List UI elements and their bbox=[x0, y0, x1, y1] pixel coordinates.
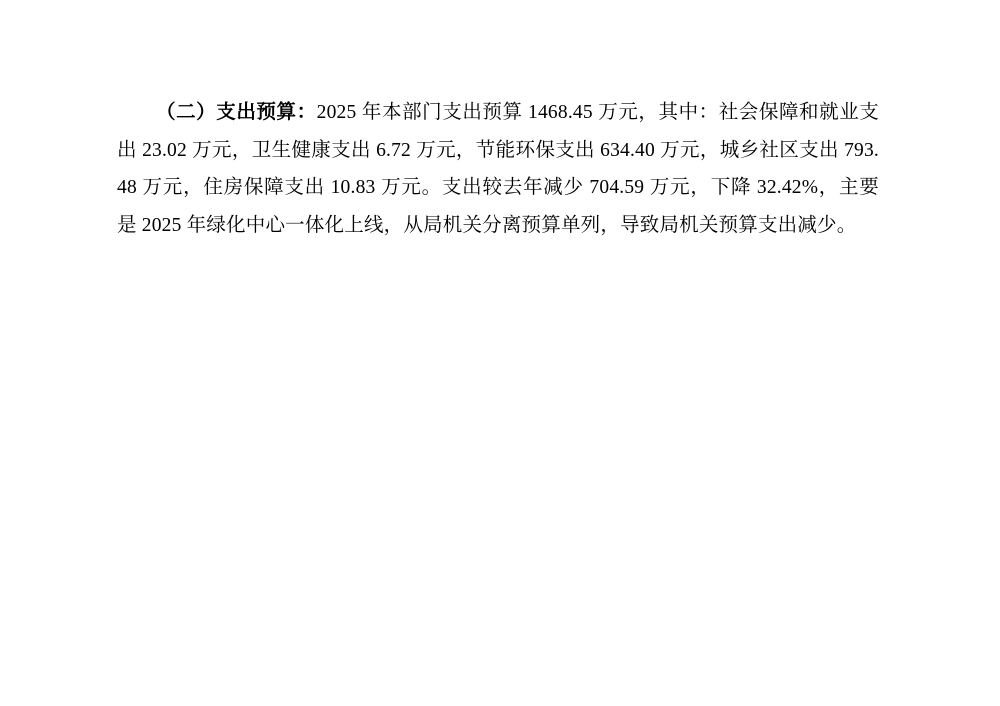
paragraph-body: 2025 年本部门支出预算 1468.45 万元，其中：社会保障和就业支出 23.02 万元，卫生健康支出 6.72 万元，节能环保支出 634.40 万元，城乡社区支出 793.48 万元，住房保障支出 10.83 万元。支出较去年减少 704.59 万元，下降 32.42%，主要是 2025 年绿化中心一体化上线，从局机关分离预算单列，导致局机关预算支出减少。 bbox=[117, 102, 879, 236]
expenditure-budget-paragraph bbox=[117, 94, 879, 244]
paragraph-heading: （二）支出预算： bbox=[156, 102, 317, 123]
